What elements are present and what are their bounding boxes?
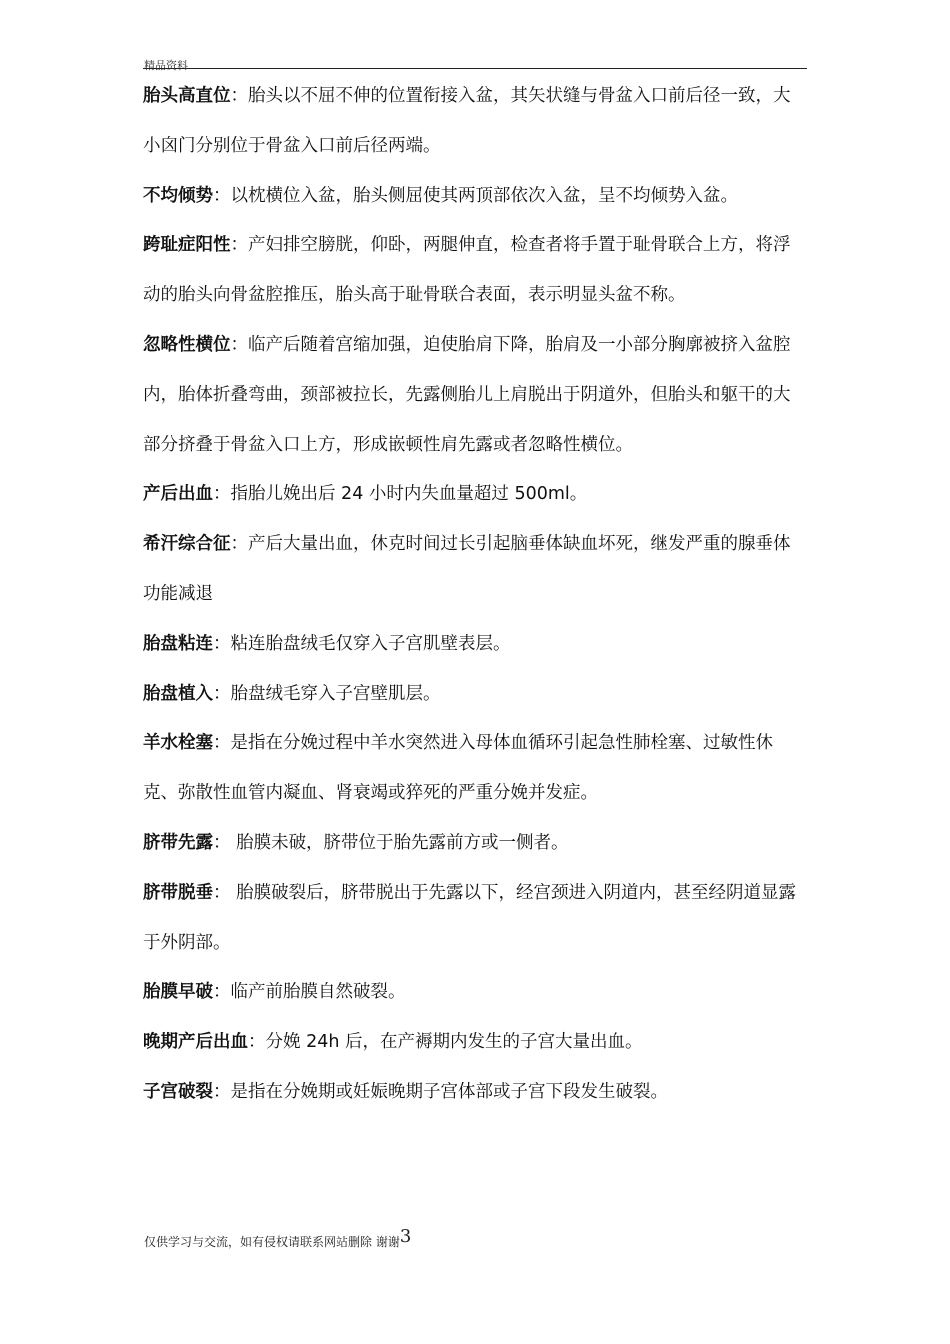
separator: ： bbox=[213, 832, 231, 853]
definition-entry bbox=[143, 470, 807, 520]
term: 晚期产后出血 bbox=[143, 1032, 248, 1053]
definition-entry bbox=[143, 221, 807, 321]
definition: 临产后随着宫缩加强，迫使胎肩下降，胎肩及一小部分胸廓被挤入盆腔内，胎体折叠弯曲，颈部被拉长，先露侧胎儿上肩脱出于阴道外，但胎头和躯干的大部分挤叠于骨盆入口上方，形成嵌顿性肩先露或者忽略性横位。 bbox=[143, 334, 791, 455]
term: 胎头高直位 bbox=[143, 86, 231, 106]
definition-entry bbox=[143, 670, 807, 720]
definition: 胎膜破裂后，脐带脱出于先露以下，经宫颈进入阴道内，甚至经阴道显露于外阴部。 bbox=[143, 882, 797, 953]
definition: 胎头以不屈不伸的位置衔接入盆，其矢状缝与骨盆入口前后径一致，大小囟门分别位于骨盆入口前后径两端。 bbox=[143, 86, 791, 156]
term: 跨耻症阳性 bbox=[143, 235, 231, 256]
term: 胎膜早破 bbox=[143, 982, 213, 1003]
separator: ： bbox=[213, 683, 231, 704]
term: 脐带先露 bbox=[143, 832, 213, 853]
term: 胎盘粘连 bbox=[143, 633, 213, 654]
definition-entry bbox=[143, 172, 807, 222]
definition: 分娩 24h 后，在产褥期内发生的子宫大量出血。 bbox=[265, 1032, 643, 1053]
separator: ： bbox=[213, 185, 231, 206]
definition: 以枕横位入盆，胎头侧屈使其两顶部依次入盆，呈不均倾势入盆。 bbox=[230, 185, 738, 206]
definition: 指胎儿娩出后 24 小时内失血量超过 500ml。 bbox=[230, 484, 588, 505]
definition: 胎膜未破，脐带位于胎先露前方或一侧者。 bbox=[230, 832, 569, 853]
header-rule bbox=[143, 68, 807, 69]
definition-entry bbox=[143, 1018, 807, 1068]
definition-entry bbox=[143, 1068, 807, 1118]
term: 胎盘植入 bbox=[143, 683, 213, 704]
header-label: 精品资料 bbox=[144, 59, 188, 72]
definitions-list bbox=[143, 72, 807, 1118]
definition-entry bbox=[143, 719, 807, 819]
definition-entry bbox=[143, 620, 807, 670]
separator: ： bbox=[213, 733, 231, 754]
separator: ： bbox=[213, 1081, 231, 1102]
page-number: 3 bbox=[399, 1226, 412, 1247]
separator: ： bbox=[230, 235, 248, 256]
separator: ： bbox=[213, 982, 231, 1003]
separator: ： bbox=[213, 484, 231, 505]
separator: ： bbox=[213, 633, 231, 654]
separator: ： bbox=[230, 534, 248, 555]
footer bbox=[144, 1226, 412, 1251]
term: 脐带脱垂 bbox=[143, 882, 213, 903]
definition-entry bbox=[143, 968, 807, 1018]
definition: 产妇排空膀胱，仰卧，两腿伸直，检查者将手置于耻骨联合上方，将浮动的胎头向骨盆腔推压，胎头高于耻骨联合表面，表示明显头盆不称。 bbox=[143, 235, 791, 306]
definition-entry bbox=[143, 72, 807, 172]
term: 产后出血 bbox=[143, 484, 213, 505]
footer-text: 仅供学习与交流，如有侵权请联系网站删除 谢谢 bbox=[144, 1235, 400, 1249]
separator: ： bbox=[230, 86, 248, 106]
term: 希汗综合征 bbox=[143, 534, 231, 555]
term: 不均倾势 bbox=[143, 185, 213, 206]
separator: ： bbox=[248, 1032, 266, 1053]
definition: 产后大量出血，休克时间过长引起脑垂体缺血坏死，继发严重的腺垂体功能减退 bbox=[143, 534, 791, 604]
definition: 临产前胎膜自然破裂。 bbox=[230, 982, 406, 1003]
separator: ： bbox=[213, 882, 231, 903]
definition: 粘连胎盘绒毛仅穿入子宫肌壁表层。 bbox=[230, 633, 511, 654]
definition-entry bbox=[143, 520, 807, 620]
definition-entry bbox=[143, 869, 807, 969]
definition-entry bbox=[143, 321, 807, 470]
definition-entry bbox=[143, 819, 807, 869]
definition: 是指在分娩过程中羊水突然进入母体血循环引起急性肺栓塞、过敏性休克、弥散性血管内凝血、肾衰竭或猝死的严重分娩并发症。 bbox=[143, 733, 773, 804]
term: 忽略性横位 bbox=[143, 334, 231, 355]
separator: ： bbox=[230, 334, 248, 355]
definition: 是指在分娩期或妊娠晚期子宫体部或子宫下段发生破裂。 bbox=[230, 1081, 668, 1102]
definition: 胎盘绒毛穿入子宫壁肌层。 bbox=[230, 683, 441, 704]
term: 子宫破裂 bbox=[143, 1081, 213, 1102]
term: 羊水栓塞 bbox=[143, 733, 213, 754]
